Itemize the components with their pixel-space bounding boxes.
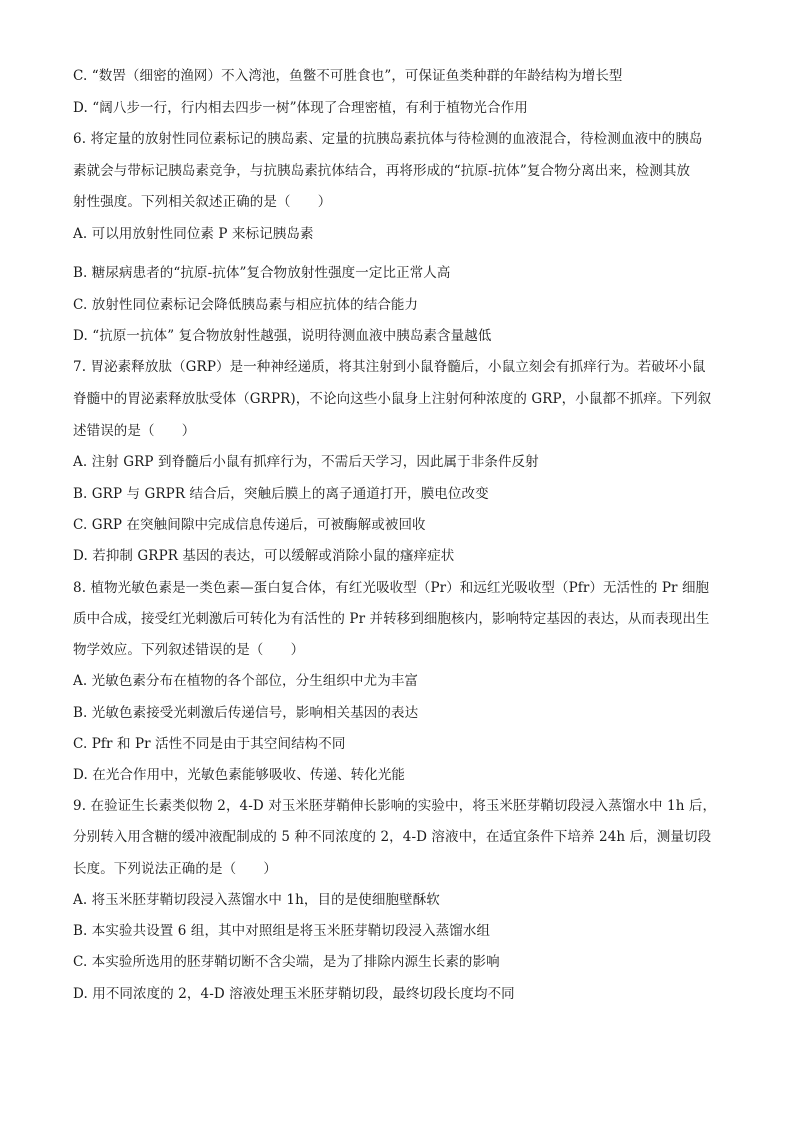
option-7d: D. 若抑制 GRPR 基因的表达，可以缓解或消除小鼠的瘙痒症状 [73, 548, 455, 564]
option-5d: D. “阔八步一行，行内相去四步一树”体现了合理密植，有利于植物光合作用 [73, 100, 528, 116]
option-8d: D. 在光合作用中，光敏色素能够吸收、传递、转化光能 [73, 767, 406, 783]
option-7c: C. GRP 在突触间隙中完成信息传递后，可被酶解或被回收 [73, 517, 426, 533]
question-9-stem-3: 长度。下列说法正确的是（ ） [73, 861, 277, 877]
option-6b: B. 糖尿病患者的“抗原-抗体”复合物放射性强度一定比正常人高 [73, 265, 451, 281]
question-6-stem-3: 射性强度。下列相关叙述正确的是（ ） [73, 194, 332, 210]
question-8-stem-2: 质中合成，接受红光刺激后可转化为有活性的 Pr 并转移到细胞核内，影响特定基因的表达，从而表现出生 [73, 611, 710, 627]
option-5c: C. “数罟（细密的渔网）不入湾池，鱼鳖不可胜食也”，可保证鱼类种群的年龄结构为增长型 [73, 68, 623, 84]
option-6c: C. 放射性同位素标记会降低胰岛素与相应抗体的结合能力 [73, 297, 419, 313]
question-8-stem-3: 物学效应。下列叙述错误的是（ ） [73, 642, 305, 658]
option-6d: D. “抗原一抗体” 复合物放射性越强，说明待测血液中胰岛素含量越低 [73, 328, 492, 344]
option-9c: C. 本实验所选用的胚芽鞘切断不含尖端，是为了排除内源生长素的影响 [73, 954, 500, 970]
question-9-stem-2: 分别转入用含糖的缓冲液配制成的 5 种不同浓度的 2，4-D 溶液中，在适宜条件下培养 24h 后，测量切段 [73, 829, 712, 845]
question-7-stem-2: 脊髓中的胃泌素释放肽受体（GRPR)，不论向这些小鼠身上注射何种浓度的 GRP，小鼠都不抓痒。下列叙 [73, 391, 712, 407]
question-6-stem-2: 素就会与带标记胰岛素竞争，与抗胰岛素抗体结合，再将形成的“抗原-抗体”复合物分离出来，检测其放 [73, 163, 691, 179]
question-7-stem-1: 7. 胃泌素释放肽（GRP）是一种神经递质，将其注射到小鼠脊髓后，小鼠立刻会有抓痒行为。若破坏小鼠 [73, 359, 706, 375]
option-8b: B. 光敏色素接受光刺激后传递信号，影响相关基因的表达 [73, 705, 419, 721]
option-9a: A. 将玉米胚芽鞘切段浸入蒸馏水中 1h，目的是使细胞壁酥软 [73, 892, 440, 908]
question-7-stem-3: 述错误的是（ ） [73, 423, 196, 439]
question-9-stem-1: 9. 在验证生长素类似物 2，4-D 对玉米胚芽鞘伸长影响的实验中，将玉米胚芽鞘切段浸入蒸馏水中 1h 后， [73, 798, 717, 814]
option-9b: B. 本实验共设置 6 组，其中对照组是将玉米胚芽鞘切段浸入蒸馏水组 [73, 923, 491, 939]
question-8-stem-1: 8. 植物光敏色素是一类色素—蛋白复合体，有红光吸收型（Pr）和远红光吸收型（Pfr）无活性的 Pr 细胞 [73, 580, 710, 596]
option-8c: C. Pfr 和 Pr 活性不同是由于其空间结构不同 [73, 736, 346, 752]
option-7b: B. GRP 与 GRPR 结合后，突触后膜上的离子通道打开，膜电位改变 [73, 486, 489, 502]
option-9d: D. 用不同浓度的 2，4-D 溶液处理玉米胚芽鞘切段，最终切段长度均不同 [73, 986, 515, 1002]
option-8a: A. 光敏色素分布在植物的各个部位，分生组织中尤为丰富 [73, 673, 419, 689]
option-7a: A. 注射 GRP 到脊髓后小鼠有抓痒行为，不需后天学习，因此属于非条件反射 [73, 454, 539, 470]
option-6a: A. 可以用放射性同位素 P 来标记胰岛素 [73, 226, 314, 242]
question-6-stem-1: 6. 将定量的放射性同位素标记的胰岛素、定量的抗胰岛素抗体与待检测的血液混合，待检测血液中的胰岛 [73, 131, 703, 147]
